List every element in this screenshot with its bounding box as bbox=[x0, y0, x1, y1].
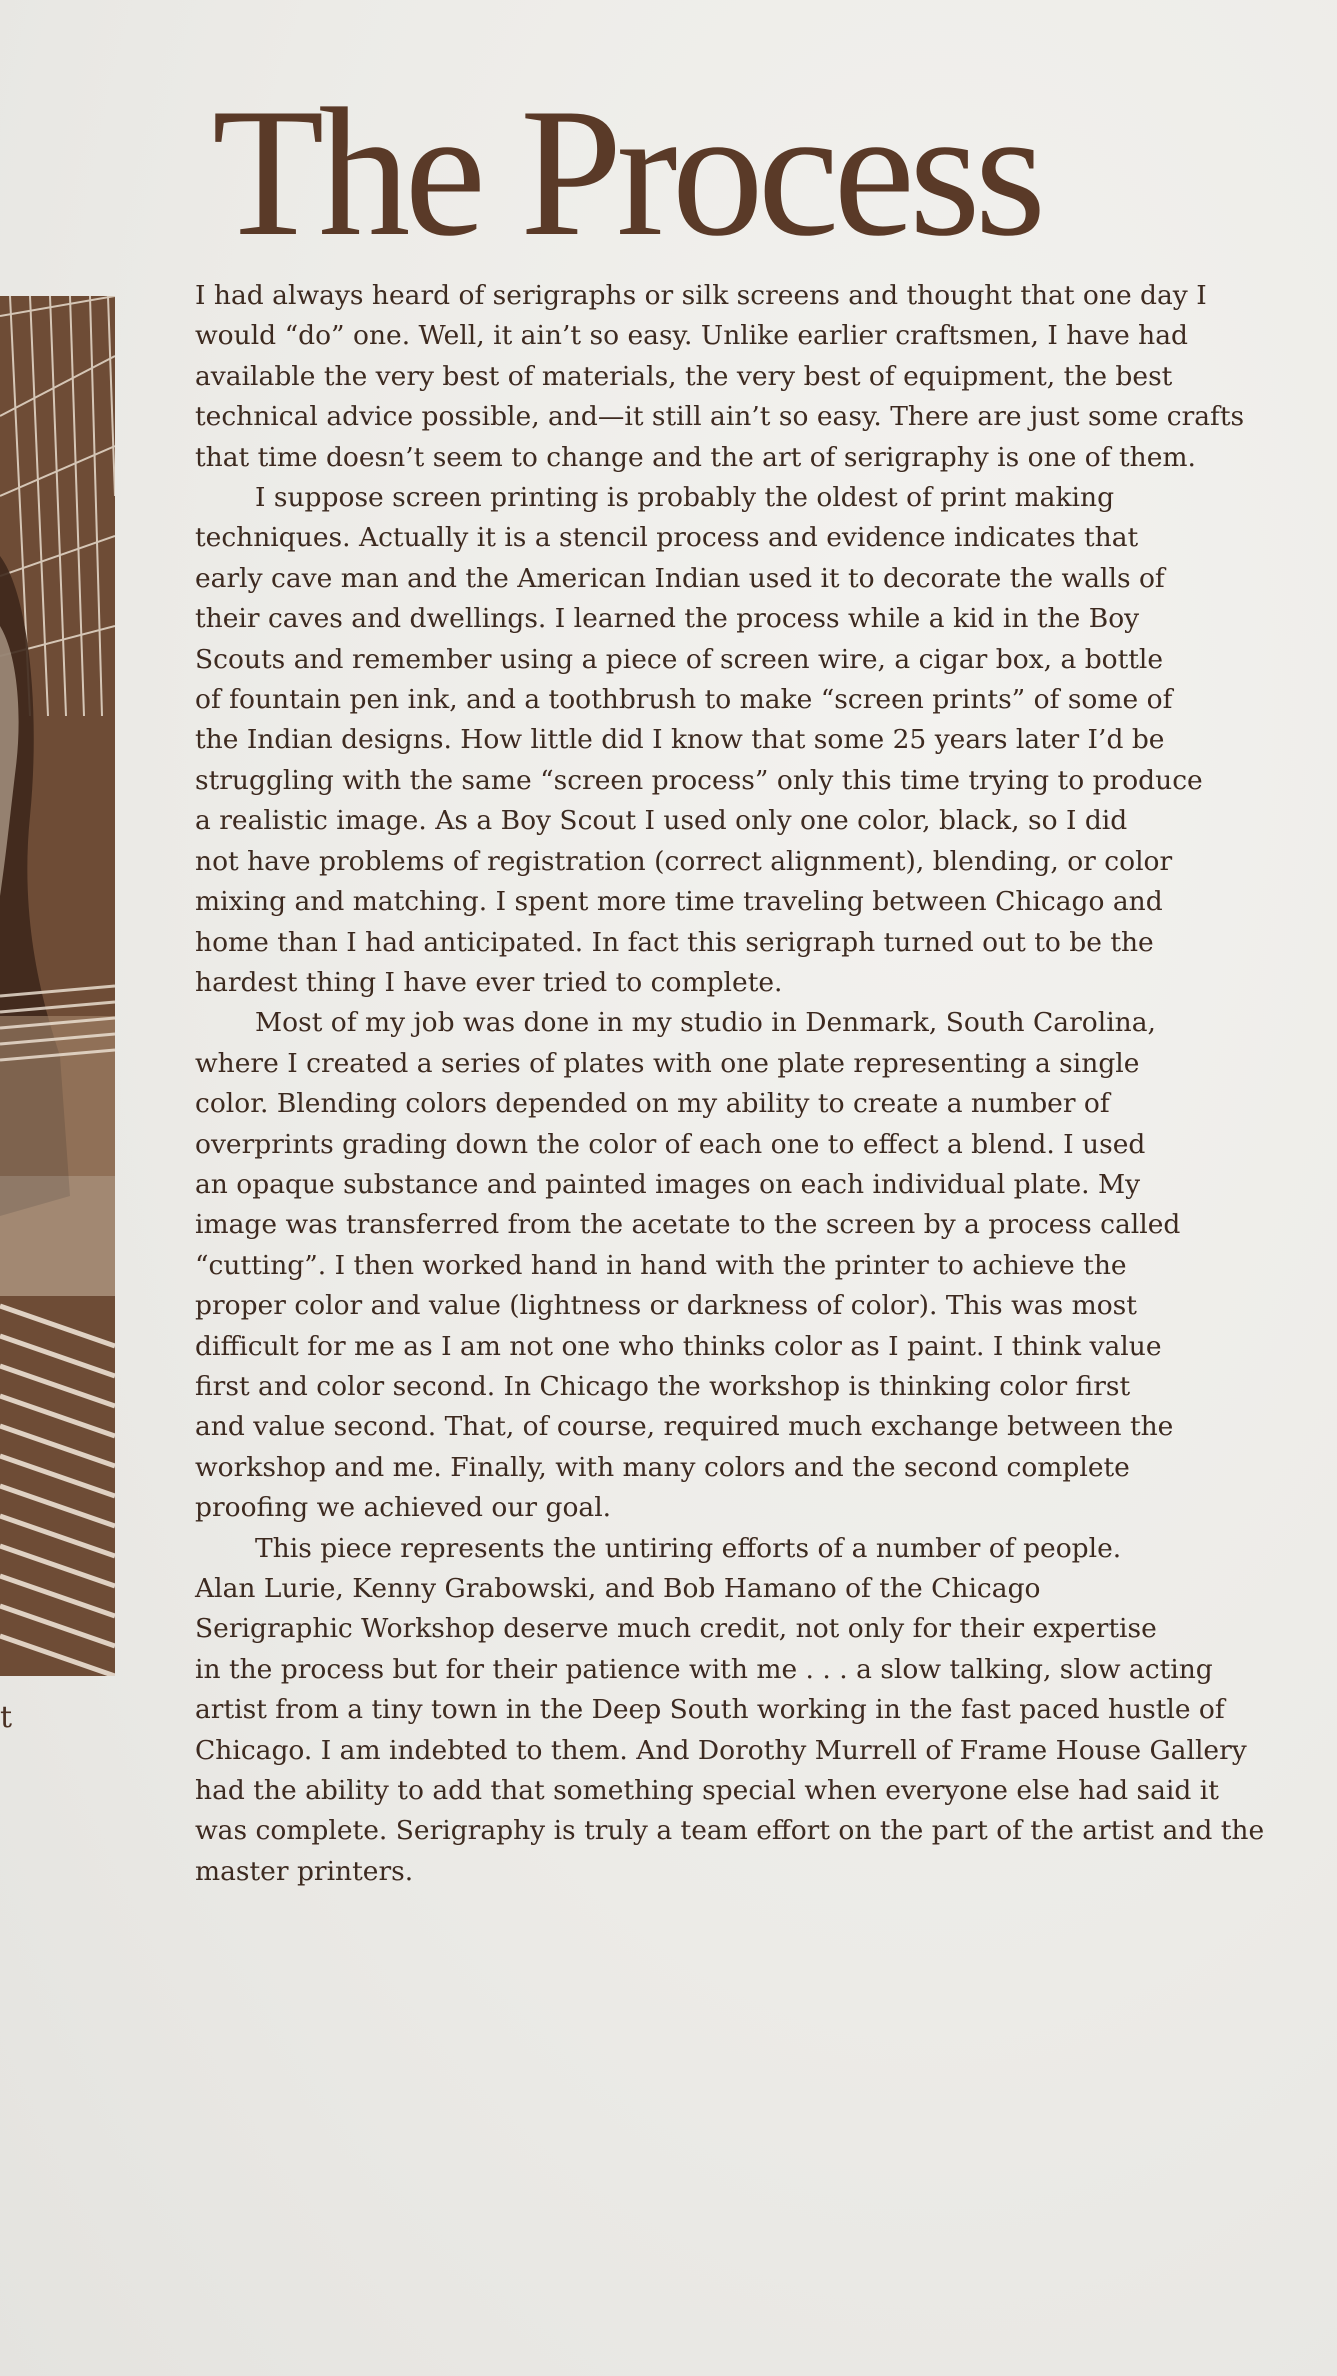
page-title: The Process bbox=[212, 70, 1041, 274]
text-line: image was transferred from the acetate to the screen by a process called bbox=[195, 1209, 1181, 1241]
text-line: hardest thing I have ever tried to complete. bbox=[195, 966, 783, 998]
text-line: early cave man and the American Indian used it to decorate the walls of bbox=[195, 562, 1165, 594]
text-line: had the ability to add that something special when everyone else had said it bbox=[195, 1775, 1219, 1807]
article-body bbox=[195, 276, 1315, 1892]
text-line: workshop and me. Finally, with many colors and the second complete bbox=[195, 1451, 1130, 1483]
photo-fence-lines-graphic bbox=[0, 296, 115, 1676]
text-line: techniques. Actually it is a stencil process and evidence indicates that bbox=[195, 522, 1139, 554]
text-line: their caves and dwellings. I learned the process while a kid in the Boy bbox=[195, 603, 1140, 635]
text-line: that time doesn’t seem to change and the art of serigraphy is one of them. bbox=[195, 441, 1196, 473]
text-line: Serigraphic Workshop deserve much credit, not only for their expertise bbox=[195, 1613, 1157, 1645]
text-line: proofing we achieved our goal. bbox=[195, 1492, 612, 1524]
text-line: not have problems of registration (correct alignment), blending, or color bbox=[195, 845, 1173, 877]
text-line: available the very best of materials, the very best of equipment, the best bbox=[195, 360, 1173, 392]
text-line: mixing and matching. I spent more time traveling between Chicago and bbox=[195, 886, 1163, 918]
text-line: would “do” one. Well, it ain’t so easy. Unlike earlier craftsmen, I have had bbox=[195, 320, 1188, 352]
paragraph-3 bbox=[195, 1003, 1315, 1528]
paragraph-4 bbox=[195, 1529, 1315, 1893]
paragraph-2 bbox=[195, 478, 1315, 1003]
text-line: Most of my job was done in my studio in Denmark, South Carolina, bbox=[255, 1007, 1156, 1039]
sepia-photograph bbox=[0, 296, 115, 1676]
text-line: Chicago. I am indebted to them. And Dorothy Murrell of Frame House Gallery bbox=[195, 1734, 1247, 1766]
text-line: of fountain pen ink, and a toothbrush to make “screen prints” of some of bbox=[195, 684, 1173, 716]
text-line: Alan Lurie, Kenny Grabowski, and Bob Hamano of the Chicago bbox=[195, 1573, 1041, 1604]
text-line: I suppose screen printing is probably the oldest of print making bbox=[255, 482, 1115, 514]
text-line: color. Blending colors depended on my ability to create a number of bbox=[195, 1088, 1110, 1120]
text-line: Scouts and remember using a piece of screen wire, a cigar box, a bottle bbox=[195, 643, 1164, 675]
text-line: artist from a tiny town in the Deep South working in the fast paced hustle of bbox=[195, 1694, 1225, 1726]
text-line: in the process but for their patience with me . . . a slow talking, slow acting bbox=[195, 1653, 1213, 1685]
photo-caption-fragment: t bbox=[0, 1700, 13, 1735]
text-line: the Indian designs. How little did I know that some 25 years later I’d be bbox=[195, 724, 1165, 756]
text-line: a realistic image. As a Boy Scout I used only one color, black, so I did bbox=[195, 805, 1128, 837]
text-line: technical advice possible, and—it still ain’t so easy. There are just some crafts bbox=[195, 401, 1245, 433]
text-line: difficult for me as I am not one who thinks color as I paint. I think value bbox=[195, 1330, 1162, 1362]
text-line: This piece represents the untiring efforts of a number of people. bbox=[255, 1532, 1122, 1564]
text-line: was complete. Serigraphy is truly a team effort on the part of the artist and the bbox=[195, 1815, 1265, 1847]
text-line: where I created a series of plates with one plate representing a single bbox=[195, 1047, 1140, 1079]
text-line: and value second. That, of course, required much exchange between the bbox=[195, 1411, 1174, 1443]
text-line: overprints grading down the color of each one to effect a blend. I used bbox=[195, 1128, 1146, 1160]
text-line: first and color second. In Chicago the workshop is thinking color first bbox=[195, 1370, 1131, 1402]
paragraph-1 bbox=[195, 276, 1315, 478]
text-line: “cutting”. I then worked hand in hand with the printer to achieve the bbox=[195, 1249, 1127, 1281]
text-line: master printers. bbox=[195, 1855, 414, 1887]
text-line: home than I had anticipated. In fact this serigraph turned out to be the bbox=[195, 926, 1154, 958]
text-line: an opaque substance and painted images on each individual plate. My bbox=[195, 1168, 1141, 1200]
text-line: struggling with the same “screen process” only this time trying to produce bbox=[195, 764, 1203, 796]
text-line: I had always heard of serigraphs or silk screens and thought that one day I bbox=[195, 280, 1207, 311]
text-line: proper color and value (lightness or darkness of color). This was most bbox=[195, 1290, 1137, 1322]
